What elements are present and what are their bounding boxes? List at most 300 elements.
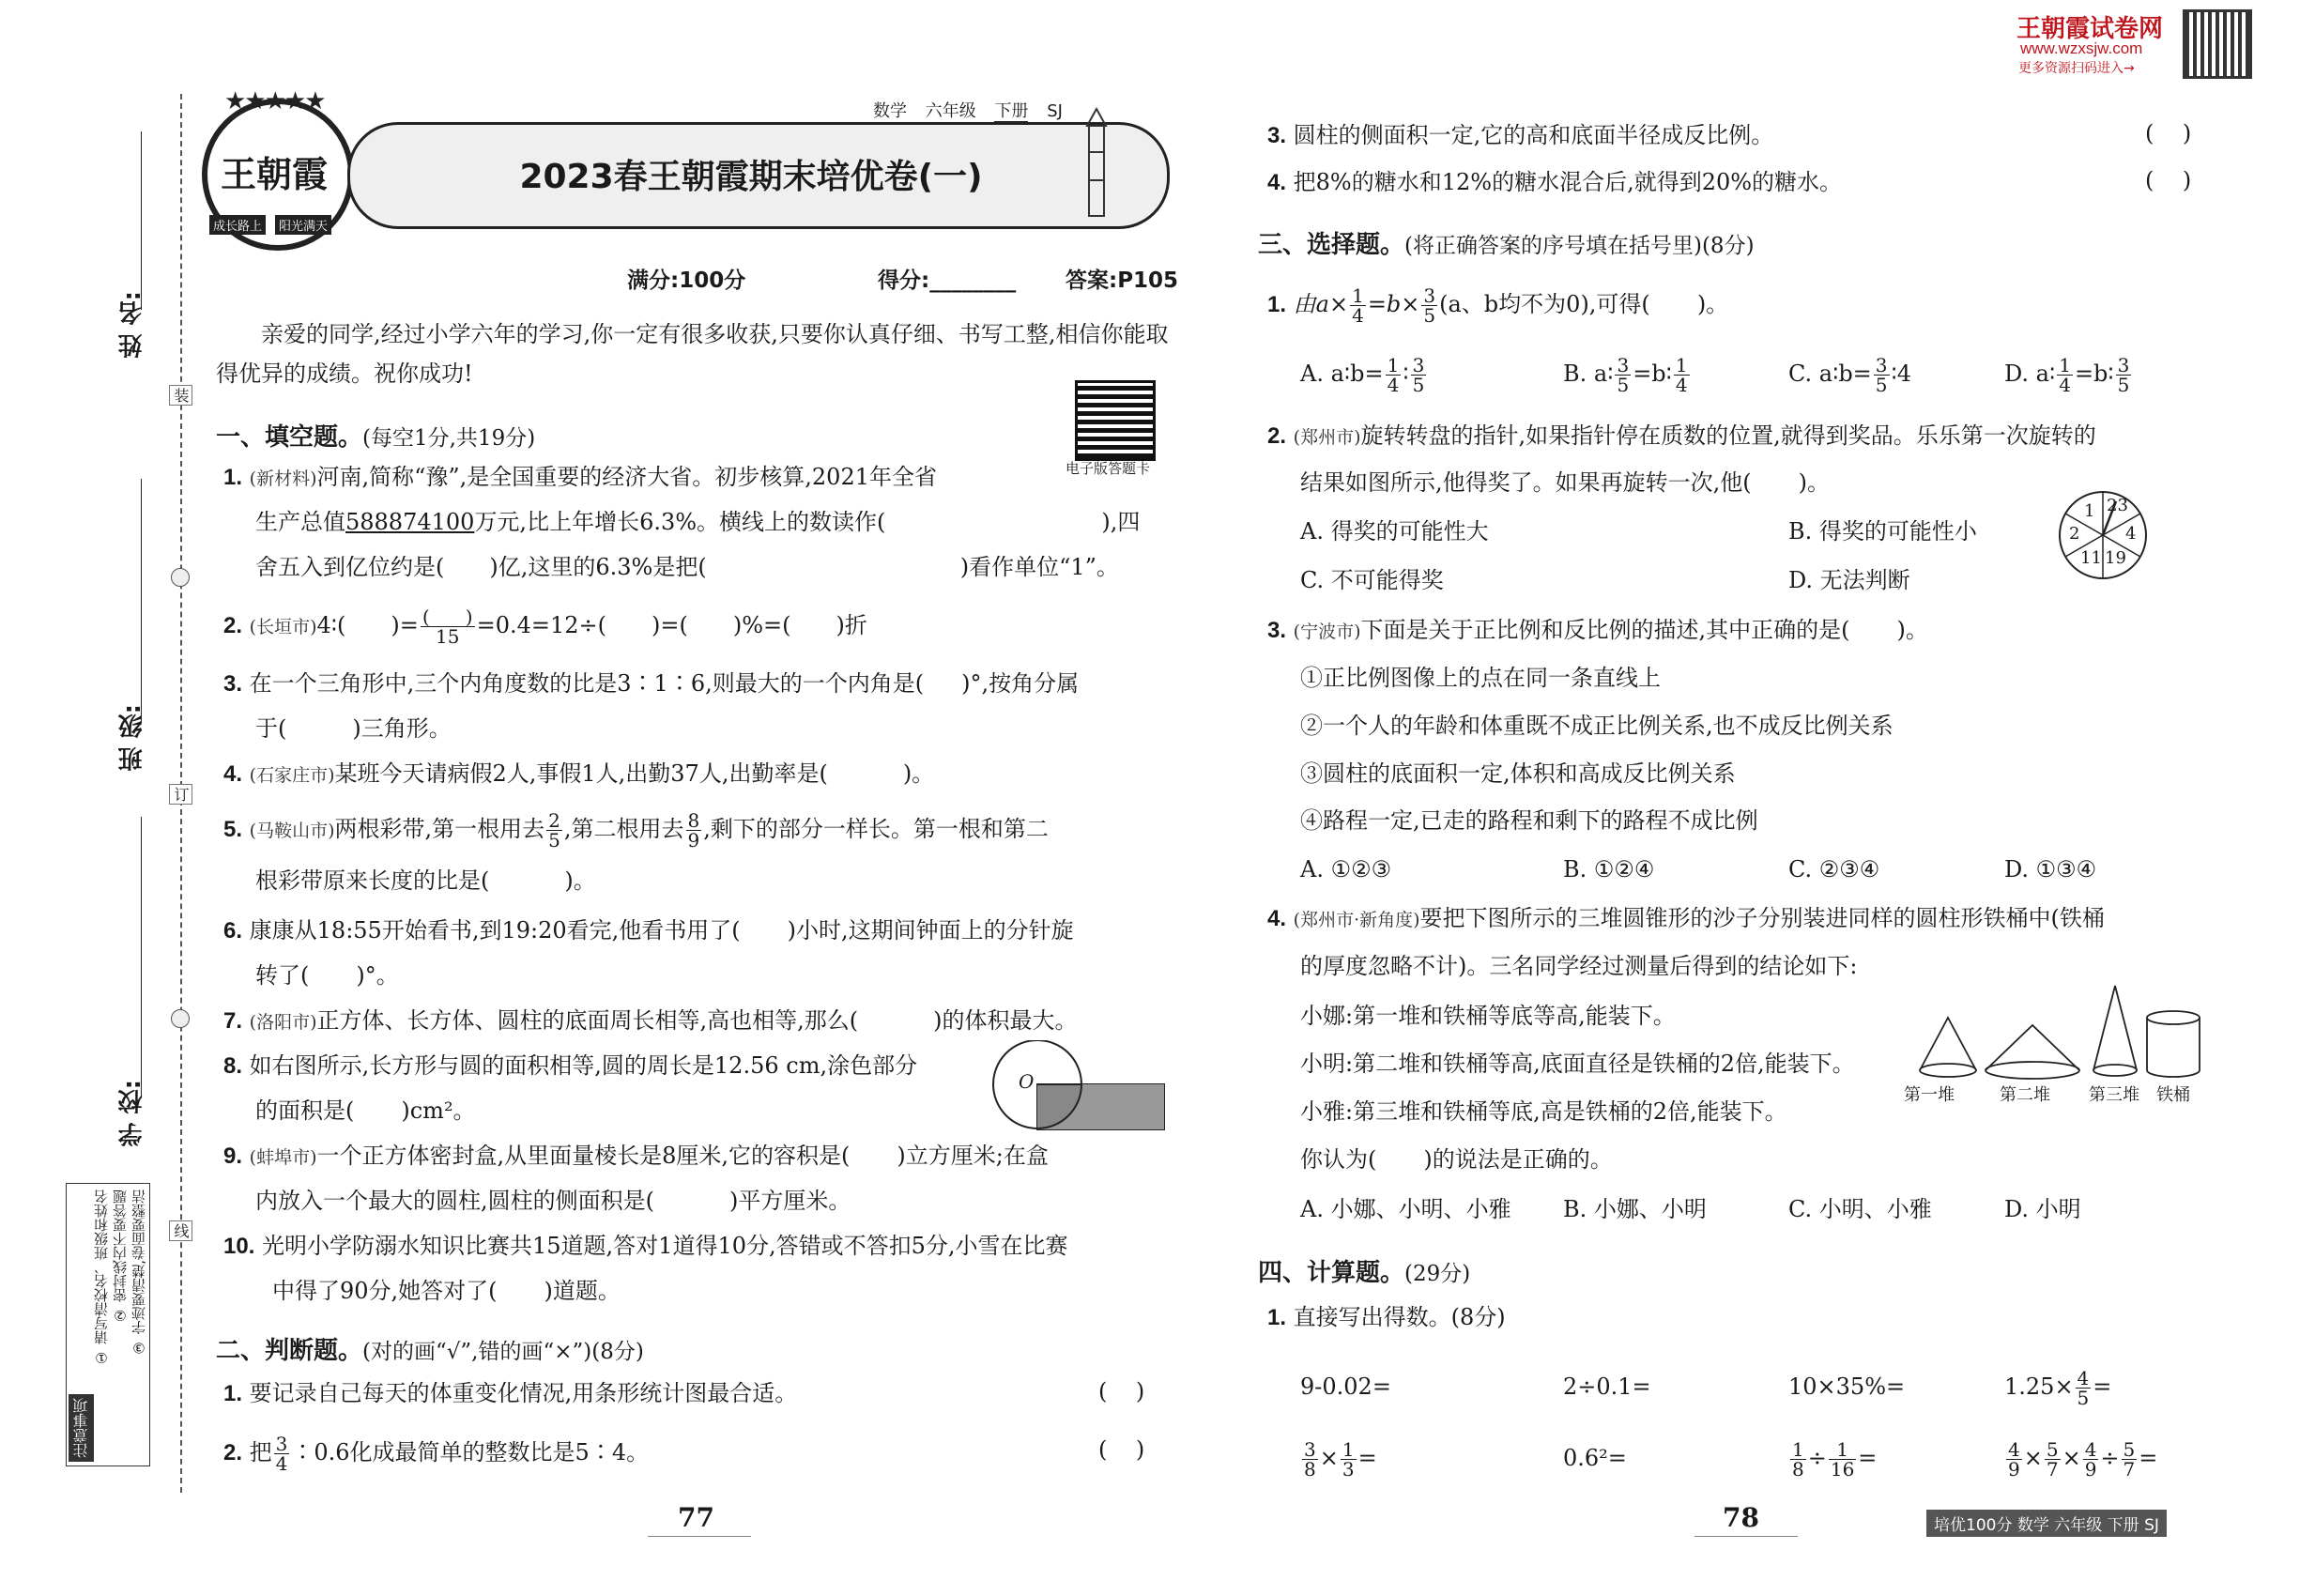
fill-q2-c: =0.4=12÷( <box>476 612 607 638</box>
judge-q4-text: 把8%的糖水和12%的糖水混合后,就得到20%的糖水。 <box>1293 169 1843 195</box>
fill-q5-frac2 <box>686 811 702 850</box>
fill-q7-text-b: )的体积最大。 <box>933 1007 1078 1034</box>
fill-q4 <box>223 759 934 790</box>
judge-q4-num: 4. <box>1267 170 1287 195</box>
calc-item-8-frac4-num: 5 <box>2123 1438 2136 1461</box>
logo-slogan-1: 成长路上 <box>209 215 266 235</box>
fill-q8-line1 <box>223 1051 917 1082</box>
choice-q1 <box>1267 280 1728 330</box>
fill-q10-text2: 中得了90分,她答对了( <box>272 1278 498 1304</box>
choice-q1-option-b-frac2-num: 1 <box>1675 354 1688 376</box>
judge-q1-num: 1. <box>223 1381 243 1406</box>
judge-q2-a: 把 <box>249 1439 272 1466</box>
fill-q5-frac2-den: 9 <box>687 829 700 852</box>
answer-ref: 答案:P105 <box>1066 269 1179 293</box>
fill-q9-text2b: )平方厘米。 <box>729 1188 851 1214</box>
page-title: 2023春王朝霞期末培优卷(一) <box>519 158 983 196</box>
choice-q4-line1 <box>1267 903 2105 935</box>
fill-q6-line1 <box>223 915 1074 946</box>
fill-q5-frac1-num: 2 <box>548 809 560 832</box>
judge-q3-text: 圆柱的侧面积一定,它的高和底面半径成反比例。 <box>1293 122 1774 148</box>
judge-q1 <box>223 1378 797 1409</box>
fill-q5-line2 <box>255 866 596 896</box>
fill-q10-text2b: )道题。 <box>544 1278 621 1304</box>
calc-item-4-frac-num: 4 <box>2077 1367 2090 1389</box>
fill-q3-text1b: )°,按角分属 <box>961 670 1080 697</box>
choice-q1-option-c-mid: ∶4 <box>1891 361 1912 387</box>
calc-item-8-eq: = <box>2139 1445 2158 1471</box>
choice-q3-text: 下面是关于正比例和反比例的描述,其中正确的是( <box>1360 617 1850 643</box>
calc-item-8-op2: × <box>2062 1445 2081 1471</box>
choice-q1-option-a-frac2-den: 5 <box>1412 374 1425 396</box>
section-fill-note: (每空1分,共19分) <box>362 426 536 451</box>
choice-q4-option-a[interactable]: A. 小娜、小明、小雅 <box>1300 1196 1511 1222</box>
choice-q3-item-4: ④路程一定,已走的路程和剩下的路程不成比例 <box>1300 807 1758 834</box>
calc-item-6[interactable]: 0.6²= <box>1563 1445 1627 1471</box>
choice-q1-option-b-frac1-den: 5 <box>1617 374 1630 396</box>
choice-q4-option-c[interactable]: C. 小明、小雅 <box>1788 1196 1932 1222</box>
fill-q8-text2b: )cm²。 <box>401 1097 476 1124</box>
calc-item-7[interactable] <box>1788 1435 1877 1481</box>
fill-q10-line1 <box>223 1231 1068 1262</box>
line-mark-1: 装 <box>169 385 192 406</box>
fill-q2-frac-den: 15 <box>436 625 460 648</box>
choice-q3-option-c[interactable]: C. ②③④ <box>1788 856 1880 882</box>
choice-q4-line2: 的厚度忽略不计)。三名同学经过测量后得到的结论如下: <box>1300 953 1858 979</box>
fill-q7-text: 正方体、长方体、圆柱的底面周长相等,高也相等,那么( <box>316 1007 859 1034</box>
footer-tag: 培优100分 数学 六年级 下册 SJ <box>1926 1510 2167 1537</box>
spinner-sector-1: 1 <box>2084 501 2095 521</box>
choice-q1-b: =b× <box>1367 291 1420 317</box>
logo <box>202 87 354 251</box>
calc-item-5-eq: = <box>1357 1445 1377 1471</box>
calc-item-7-frac1-num: 1 <box>1792 1438 1804 1461</box>
choice-q1-frac1-den: 4 <box>1352 304 1364 327</box>
fill-q1-text3b: )亿,这里的6.3%是把( <box>489 554 707 580</box>
fill-q6-text1: 康康从18:55开始看书,到19:20看完,他看书用了( <box>249 917 741 944</box>
fill-q2-d: )=( <box>652 612 688 638</box>
school-label: 学 校: <box>118 1080 146 1147</box>
choice-q2-text2b: )。 <box>1798 469 1830 496</box>
page-right-ornament <box>1694 1536 1798 1537</box>
fill-q5-src: (马鞍山市) <box>249 821 335 841</box>
choice-q1-frac2-den: 5 <box>1423 304 1436 327</box>
hole-1 <box>171 568 190 587</box>
choice-q1-option-c[interactable] <box>1788 349 1911 398</box>
calc-item-2[interactable]: 2÷0.1= <box>1563 1373 1651 1400</box>
calc-item-5-frac2-num: 1 <box>1342 1438 1355 1461</box>
judge-q2-frac <box>274 1435 290 1473</box>
fill-q4-text-b: )。 <box>902 760 935 787</box>
notice-2: ② 密封线内不要答题 <box>112 1189 129 1324</box>
tag-grade: 六年级 <box>925 101 976 121</box>
circle-rectangle-figure <box>990 1040 1169 1134</box>
logo-slogan-2: 阳光满天 <box>275 215 331 235</box>
fill-q9-src: (蚌埠市) <box>249 1147 317 1168</box>
choice-q1-option-c-frac-num: 3 <box>1875 354 1888 376</box>
figure-label-pile3: 第三堆 <box>2089 1085 2139 1105</box>
fill-q1-line3 <box>255 552 1119 582</box>
figure-label-pile1: 第一堆 <box>1904 1085 1955 1105</box>
fill-q2-f: )折 <box>836 612 867 638</box>
spinner-sector-23: 23 <box>2107 496 2128 515</box>
calc-q1-text: 直接写出得数。(8分) <box>1293 1304 1506 1330</box>
fill-q6-line2 <box>255 960 399 990</box>
calc-item-7-frac1 <box>1790 1440 1806 1479</box>
site-url: www.wzxsjw.com <box>2020 39 2143 57</box>
calc-item-8-frac3-den: 9 <box>2084 1458 2097 1481</box>
calc-item-7-eq: = <box>1858 1445 1878 1471</box>
choice-q1-option-a[interactable] <box>1300 349 1428 398</box>
choice-q1-frac1-num: 1 <box>1352 284 1364 307</box>
answer-card-label: 电子版答题卡 <box>1066 460 1151 477</box>
choice-q4-src: (郑州市·新角度) <box>1293 910 1420 930</box>
choice-q4-item-2: 小明:第二堆和铁桶等高,底面直径是铁桶的2倍,能装下。 <box>1300 1051 1855 1077</box>
calc-item-8-frac2-den: 7 <box>2046 1458 2059 1481</box>
lighthouse-icon <box>1080 105 1113 218</box>
choice-q3-option-b[interactable]: B. ①②④ <box>1563 856 1655 882</box>
judge-q3 <box>1267 120 1773 151</box>
choice-q1-option-a-frac1-den: 4 <box>1387 374 1400 396</box>
class-line <box>141 479 142 723</box>
choice-q1-e: )。 <box>1696 291 1729 317</box>
section-fill-heading: 一、填空题。 <box>216 423 363 452</box>
choice-q2-option-d[interactable]: D. 无法判断 <box>1788 567 1910 593</box>
section-judge-title <box>216 1331 644 1366</box>
subject-tags <box>873 98 1063 122</box>
choice-q3-num: 3. <box>1267 618 1287 643</box>
choice-q3-text-b: )。 <box>1896 617 1928 643</box>
choice-q1-frac2 <box>1421 286 1437 325</box>
choice-q1-frac2-num: 3 <box>1423 284 1436 307</box>
choice-q1-option-d-frac1-den: 4 <box>2059 374 2071 396</box>
choice-q3-option-d[interactable]: D. ①③④ <box>2004 856 2097 882</box>
choice-q4-item-3: 小雅:第三堆和铁桶等底,高是铁桶的2倍,能装下。 <box>1300 1098 1787 1125</box>
fill-q1-text2b: 万元,比上年增长6.3%。横线上的数读作( <box>474 509 886 535</box>
choice-q1-option-a-frac2 <box>1411 356 1427 394</box>
calc-item-8-frac2-num: 5 <box>2046 1438 2059 1461</box>
choice-q2-line2 <box>1300 468 1830 498</box>
fill-q10-line2 <box>272 1276 621 1306</box>
center-label-o: O <box>1019 1070 1035 1093</box>
choice-q1-option-c-label: C. a∶b= <box>1788 361 1872 387</box>
fill-q9-text2: 内放入一个最大的圆柱,圆柱的侧面积是( <box>255 1188 654 1214</box>
fill-q3-text2: 于( <box>255 715 287 742</box>
page-left-ornament <box>648 1536 751 1537</box>
cones-cylinder-figure <box>1901 976 2211 1105</box>
judge-q4-answer[interactable]: ( ) <box>2145 167 2192 193</box>
fill-q6-text2b: )°。 <box>356 962 399 989</box>
choice-q2-src: (郑州市) <box>1293 427 1361 448</box>
choice-q1-option-d-frac2-num: 3 <box>2117 354 2130 376</box>
fill-q7-num: 7. <box>223 1008 243 1034</box>
calc-item-7-op: ÷ <box>1807 1445 1827 1471</box>
logo-stars: ★★★★★ <box>224 87 325 115</box>
fill-q8-line2 <box>255 1096 476 1126</box>
fill-q2-frac-num[interactable]: ( ) <box>422 606 473 628</box>
spinner-sector-4: 4 <box>2125 524 2137 544</box>
choice-q1-num: 1. <box>1267 292 1287 317</box>
judge-q4 <box>1267 167 1842 198</box>
choice-q2-line1 <box>1267 421 2096 453</box>
fill-q1-line2 <box>255 507 1140 537</box>
choice-q1-option-d[interactable] <box>2004 349 2133 398</box>
calc-item-5-frac1 <box>1302 1440 1318 1479</box>
choice-q3-item-1: ①正比例图像上的点在同一条直线上 <box>1300 665 1661 691</box>
choice-q1-option-a-label: A. a∶b= <box>1300 361 1384 387</box>
fill-q5-c: ,剩下的部分一样长。第一根和第二 <box>703 816 1049 842</box>
judge-q2-frac-den: 4 <box>275 1452 288 1475</box>
choice-q1-option-a-frac2-num: 3 <box>1412 354 1425 376</box>
site-tip: 更多资源扫码进入→ <box>2018 61 2135 76</box>
choice-q3-option-a[interactable]: A. ①②③ <box>1300 856 1392 882</box>
calc-item-4[interactable] <box>2004 1363 2111 1410</box>
choice-q2-option-b[interactable]: B. 得奖的可能性小 <box>1788 518 1977 545</box>
choice-q1-option-d-frac2 <box>2116 356 2132 394</box>
choice-q1-option-d-frac1 <box>2057 356 2073 394</box>
calc-item-5[interactable] <box>1300 1435 1377 1481</box>
tag-subject: 数学 <box>873 101 907 121</box>
choice-q1-option-a-mid: ∶ <box>1403 361 1409 387</box>
fill-q9-num: 9. <box>223 1143 243 1169</box>
calc-item-3[interactable]: 10×35%= <box>1788 1373 1906 1400</box>
choice-q1-option-d-label: D. a∶ <box>2004 361 2056 387</box>
fill-q1-text2a: 生产总值 <box>255 509 345 535</box>
site-brand: 王朝霞试卷网 <box>2016 15 2164 43</box>
fill-q1-line1 <box>223 462 937 494</box>
fill-q1-src: (新材料) <box>249 468 317 489</box>
fill-q1-num: 1. <box>223 465 243 490</box>
judge-q2-num: 2. <box>223 1440 243 1466</box>
fill-q10-num: 10. <box>223 1234 255 1259</box>
section-choice-note: (将正确答案的序号填在括号里)(8分) <box>1404 234 1755 258</box>
choice-q2-option-a[interactable]: A. 得奖的可能性大 <box>1300 518 1489 545</box>
section-calc-title <box>1258 1253 1470 1288</box>
fill-q2 <box>223 601 867 652</box>
fill-q9-line1 <box>223 1141 1049 1173</box>
calc-item-8[interactable] <box>2004 1435 2157 1481</box>
calc-item-4-frac-den: 5 <box>2077 1387 2090 1409</box>
choice-q1-option-d-frac2-den: 5 <box>2117 374 2130 396</box>
fill-q1-text3a: 舍五入到亿位约是( <box>255 554 445 580</box>
choice-q1-c: (a、b均不为0),可得( <box>1439 291 1650 317</box>
choice-q1-option-c-frac <box>1874 356 1890 394</box>
fill-q6-text1b: )小时,这期间钟面上的分针旋 <box>787 917 1074 944</box>
choice-q1-option-d-frac1-num: 1 <box>2059 354 2071 376</box>
calc-item-5-frac1-den: 8 <box>1304 1458 1316 1481</box>
calc-item-4-eq: = <box>2093 1373 2112 1400</box>
fill-q4-num: 4. <box>223 761 243 787</box>
choice-q1-option-b-frac1-num: 3 <box>1617 354 1630 376</box>
fill-q4-text: 某班今天请病假2人,事假1人,出勤37人,出勤率是( <box>334 760 828 787</box>
section-choice-heading: 三、选择题。 <box>1258 231 1405 259</box>
choice-q1-option-d-mid: =b∶ <box>2074 361 2114 387</box>
notice-box <box>66 1183 150 1466</box>
calc-item-5-op: × <box>1319 1445 1339 1471</box>
choice-q4-option-b[interactable]: B. 小娜、小明 <box>1563 1196 1707 1222</box>
notice-title: 注意事项 <box>69 1394 94 1462</box>
fill-q1-underlined-number: 588874100 <box>345 509 475 535</box>
spinner-figure <box>2056 488 2150 582</box>
fill-q6-text2: 转了( <box>255 962 310 989</box>
section-choice-title <box>1258 225 1755 260</box>
section-fill-title <box>216 418 535 453</box>
intro-text: 亲爱的同学,经过小学六年的学习,你一定有很多收获,只要你认真仔细、书写工整,相信你能取得优异的成绩。祝你成功! <box>216 321 1169 387</box>
section-judge-heading: 二、判断题。 <box>216 1337 363 1365</box>
choice-q1-option-b[interactable] <box>1563 349 1692 398</box>
judge-q2-b: ∶0.6化成最简单的整数比是5∶4。 <box>291 1439 650 1466</box>
choice-q2-num: 2. <box>1267 423 1287 449</box>
fill-q3-line2 <box>255 714 452 744</box>
choice-q1-option-a-frac1-num: 1 <box>1387 354 1400 376</box>
name-line <box>141 131 142 310</box>
fill-q8-text1: 如右图所示,长方形与圆的面积相等,圆的周长是12.56 cm,涂色部分 <box>249 1052 918 1079</box>
calc-item-4-a: 1.25× <box>2004 1373 2074 1400</box>
fill-q7-src: (洛阳市) <box>249 1012 317 1033</box>
fill-q5-line1 <box>223 806 1049 854</box>
fill-q10-text1: 光明小学防溺水知识比赛共15道题,答对1道得10分,答错或不答扣5分,小雪在比赛 <box>262 1233 1068 1259</box>
fill-q5-text2b: )。 <box>564 867 596 894</box>
choice-q3-src: (宁波市) <box>1293 622 1361 642</box>
calc-item-8-op3: ÷ <box>2100 1445 2120 1471</box>
fill-q3-text1: 在一个三角形中,三个内角度数的比是3∶1∶6,则最大的一个内角是( <box>249 670 925 697</box>
judge-q3-answer[interactable]: ( ) <box>2145 120 2192 146</box>
fill-q1-text1: 河南,简称“豫”,是全国重要的经济大省。初步核算,2021年全省 <box>316 464 937 490</box>
figure-label-pile2: 第二堆 <box>2000 1085 2050 1105</box>
choice-q3-item-2: ②一个人的年龄和体重既不成正比例关系,也不成反比例关系 <box>1300 713 1894 739</box>
choice-q1-a: 由a× <box>1293 291 1349 317</box>
choice-q1-option-b-frac2 <box>1674 356 1690 394</box>
calc-item-1[interactable]: 9-0.02= <box>1300 1373 1391 1400</box>
calc-q1-num: 1. <box>1267 1305 1287 1330</box>
page-number-right: 78 <box>1723 1502 1759 1533</box>
spinner-sector-2: 2 <box>2069 524 2080 544</box>
section-calc-heading: 四、计算题。 <box>1258 1259 1405 1287</box>
calc-item-8-frac4 <box>2122 1440 2138 1479</box>
fill-q7 <box>223 1005 1077 1037</box>
calc-item-5-frac1-num: 3 <box>1304 1438 1316 1461</box>
choice-q4-item-1: 小娜:第一堆和铁桶等底等高,能装下。 <box>1300 1003 1676 1029</box>
hole-2 <box>171 1009 190 1028</box>
calc-q1 <box>1267 1302 1506 1333</box>
fill-q4-src: (石家庄市) <box>249 765 335 786</box>
choice-q1-option-c-frac-den: 5 <box>1875 374 1888 396</box>
fill-q5-b: ,第二根用去 <box>563 816 684 842</box>
calc-item-7-frac1-den: 8 <box>1792 1458 1804 1481</box>
fill-q8-num: 8. <box>223 1053 243 1079</box>
fill-q5-a: 两根彩带,第一根用去 <box>334 816 545 842</box>
fill-q5-frac1-den: 5 <box>548 829 560 852</box>
figure-label-bucket: 铁桶 <box>2156 1085 2190 1105</box>
fill-q9-text1: 一个正方体密封盒,从里面量棱长是8厘米,它的容积是( <box>316 1143 851 1169</box>
notice-3: ③ 字迹要清楚,卷面要整洁 <box>130 1189 147 1357</box>
calc-item-8-frac3-num: 4 <box>2084 1438 2097 1461</box>
spinner-sector-11: 11 <box>2080 548 2102 568</box>
judge-q2-frac-num: 3 <box>275 1433 288 1455</box>
choice-q3-item-3: ③圆柱的底面积一定,体积和高成反比例关系 <box>1300 760 1736 787</box>
tag-edition: SJ <box>1047 101 1063 121</box>
line-mark-2: 订 <box>169 784 192 805</box>
fill-q5-frac1 <box>546 811 562 850</box>
calc-item-8-frac1-num: 4 <box>2008 1438 2020 1461</box>
judge-q2-answer[interactable]: ( ) <box>1098 1436 1145 1463</box>
choice-q4-num: 4. <box>1267 906 1287 931</box>
fill-q5-text2: 根彩带原来长度的比是( <box>255 867 490 894</box>
binding-strip <box>56 94 188 1493</box>
score-field[interactable]: 得分:________ <box>878 269 1017 293</box>
choice-q4-ask-text-b: )的说法是正确的。 <box>1423 1146 1613 1173</box>
fill-q2-e: )%=( <box>732 612 791 638</box>
choice-q4-text1: 要把下图所示的三堆圆锥形的沙子分别装进同样的圆柱形铁桶中(铁桶 <box>1419 905 2105 931</box>
fill-q8-text2: 的面积是( <box>255 1097 355 1124</box>
choice-q1-option-b-label: B. a∶ <box>1563 361 1614 387</box>
spinner-sector-19: 19 <box>2105 548 2126 568</box>
section-calc-note: (29分) <box>1404 1262 1471 1286</box>
calc-item-8-frac1 <box>2006 1440 2022 1479</box>
fill-q2-b: )= <box>391 612 419 638</box>
fill-q9-line2 <box>255 1186 851 1216</box>
full-score: 满分:100分 <box>627 269 746 293</box>
calc-item-7-frac2-num: 1 <box>1829 1440 1856 1460</box>
choice-q2-option-c[interactable]: C. 不可能得奖 <box>1300 567 1444 593</box>
fill-q9-text1b: )立方厘米;在盒 <box>897 1143 1049 1169</box>
choice-q3 <box>1267 615 1928 647</box>
choice-q1-option-b-mid: =b∶ <box>1633 361 1672 387</box>
calc-item-5-frac2 <box>1341 1440 1357 1479</box>
fill-q5-frac2-num: 8 <box>687 809 700 832</box>
fill-q3-text2b: )三角形。 <box>352 715 452 742</box>
calc-item-7-frac2 <box>1829 1440 1856 1479</box>
fill-q2-src: (长垣市) <box>249 617 317 637</box>
class-label: 班 级: <box>118 704 146 772</box>
fill-q6-num: 6. <box>223 918 243 944</box>
line-mark-3: 线 <box>169 1220 192 1241</box>
logo-text: 王朝霞 <box>221 153 329 195</box>
calc-item-7-frac2-den: 16 <box>1830 1458 1855 1481</box>
school-line <box>141 817 142 1098</box>
name-label: 姓 名: <box>118 291 146 359</box>
fill-q3-line1 <box>223 668 1079 699</box>
section-judge-note: (对的画“√”,错的画“×”)(8分) <box>362 1340 644 1364</box>
judge-q2 <box>223 1429 649 1477</box>
calc-item-8-op1: × <box>2023 1445 2043 1471</box>
fill-q2-a: 4∶( <box>316 612 346 638</box>
fill-q3-num: 3. <box>223 671 243 697</box>
choice-q4-option-d[interactable]: D. 小明 <box>2004 1196 2081 1222</box>
choice-q4-ask <box>1300 1144 1613 1174</box>
choice-q2-text1: 旋转转盘的指针,如果指针停在质数的位置,就得到奖品。乐乐第一次旋转的 <box>1360 422 2096 449</box>
calc-item-8-frac2 <box>2045 1440 2061 1479</box>
page-number-left: 77 <box>678 1502 714 1533</box>
calc-item-8-frac3 <box>2083 1440 2099 1479</box>
judge-q1-text: 要记录自己每天的体重变化情况,用条形统计图最合适。 <box>249 1380 798 1406</box>
fill-q5-num: 5. <box>223 817 243 842</box>
choice-q2-text2: 结果如图所示,他得奖了。如果再旋转一次,他( <box>1300 469 1752 496</box>
fill-q1-text3c: )看作单位“1”。 <box>959 554 1119 580</box>
fill-q2-num: 2. <box>223 613 243 638</box>
choice-q1-frac1 <box>1350 286 1366 325</box>
tag-volume: 下册 <box>994 101 1029 121</box>
judge-q1-answer[interactable]: ( ) <box>1098 1378 1145 1404</box>
choice-q1-option-b-frac1 <box>1615 356 1631 394</box>
site-qr-icon[interactable] <box>2183 9 2252 79</box>
calc-item-8-frac1-den: 9 <box>2008 1458 2020 1481</box>
choice-q4-ask-text: 你认为( <box>1300 1146 1377 1173</box>
choice-q1-option-a-frac1 <box>1386 356 1402 394</box>
calc-item-5-frac2-den: 3 <box>1342 1458 1355 1481</box>
calc-item-4-frac <box>2076 1369 2092 1407</box>
choice-q1-option-b-frac2-den: 4 <box>1675 374 1688 396</box>
